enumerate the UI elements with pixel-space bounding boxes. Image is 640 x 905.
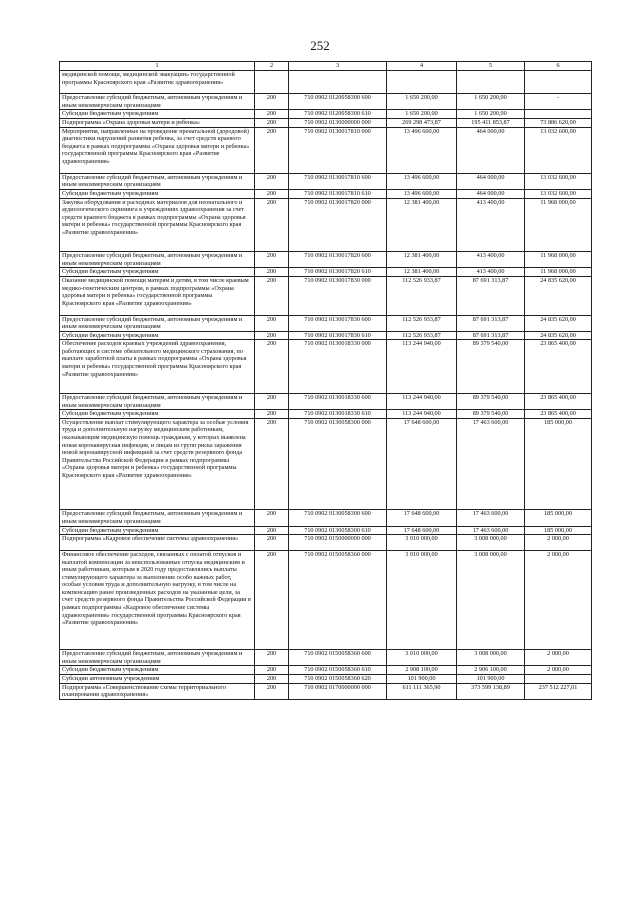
row-name: Субсидии бюджетным учреждениям: [60, 526, 255, 535]
table-row: [60, 683, 592, 699]
row-value-3: 23 865 400,00: [525, 393, 592, 409]
budget-table-body: [60, 71, 592, 700]
table-row: [60, 119, 592, 128]
row-value-3: 2 000,00: [525, 666, 592, 675]
row-value-2: 373 599 138,89: [457, 683, 525, 699]
row-value-2: 87 691 313,87: [457, 315, 525, 331]
row-name: Субсидии бюджетным учреждениям: [60, 268, 255, 277]
row-value-plan: 2 908 100,00: [387, 666, 457, 675]
row-code: 710 0902 0130017820 000: [289, 198, 387, 252]
row-value-2: 101 900,00: [457, 675, 525, 684]
budget-table: [59, 61, 592, 700]
row-value-2: 3 008 000,00: [457, 550, 525, 649]
row-col2: 200: [255, 510, 289, 526]
table-row: [60, 94, 592, 110]
row-value-3: 13 032 600,00: [525, 173, 592, 189]
row-code: 710 0902 0130058300 600: [289, 510, 387, 526]
row-col2: 200: [255, 198, 289, 252]
row-value-2: 195 411 853,87: [457, 119, 525, 128]
row-code: 710 0902 0130058300 610: [289, 526, 387, 535]
row-code: 710 0902 0130017810 610: [289, 189, 387, 198]
row-code: 710 0902 0150058360 610: [289, 666, 387, 675]
table-row: [60, 252, 592, 268]
row-col2: 200: [255, 277, 289, 316]
row-value-2: 89 379 540,00: [457, 340, 525, 394]
row-name: Субсидии бюджетным учреждениям: [60, 666, 255, 675]
row-name: медицинской помощи, медицинской эвакуации» государственной программы Красноярского края «Развитие здравоохранения»: [60, 71, 255, 94]
row-value-3: 13 032 600,00: [525, 127, 592, 173]
row-name: Предоставление субсидий бюджетным, автономным учреждениям и иным некоммерческим организациям: [60, 510, 255, 526]
row-value-2: 17 463 600,00: [457, 526, 525, 535]
row-name: Закупка оборудования и расходных материалов для неонатального и аудиологического скрининга в учреждениях здравоохранения за счет средств краевого бюджета в рамках подпрограммы «Охрана здоровья матери и ребенка» государственной программы Красноярского края «Развитие здравоохранения»: [60, 198, 255, 252]
table-row: [60, 71, 592, 94]
row-value-plan: 3 010 000,00: [387, 650, 457, 666]
row-col2: 200: [255, 189, 289, 198]
table-row: [60, 277, 592, 316]
row-name: Подпрограмма «Совершенствование схемы территориального планирования здравоохранения»: [60, 683, 255, 699]
row-value-plan: 101 900,00: [387, 675, 457, 684]
row-name: Субсидии бюджетным учреждениям: [60, 331, 255, 340]
row-value-2: 89 379 540,00: [457, 393, 525, 409]
row-value-plan: 3 010 000,00: [387, 550, 457, 649]
row-value-3: 2 000,00: [525, 550, 592, 649]
row-code: 710 0902 0130018330 610: [289, 410, 387, 419]
table-row: [60, 331, 592, 340]
row-value-plan: 113 244 940,00: [387, 340, 457, 394]
row-col2: 200: [255, 110, 289, 119]
row-name: Предоставление субсидий бюджетным, автономным учреждениям и иным некоммерческим организациям: [60, 173, 255, 189]
row-code: 710 0902 0130000000 000: [289, 119, 387, 128]
row-value-3: 24 835 620,00: [525, 277, 592, 316]
row-value-3: [525, 71, 592, 94]
table-row: [60, 127, 592, 173]
row-value-2: 413 400,00: [457, 198, 525, 252]
row-value-plan: 611 111 365,90: [387, 683, 457, 699]
row-name: Осуществление выплат стимулирующего характера за особые условия труда и дополнительную нагрузку медицинским работникам, оказывающим медицинскую помощь гражданам, у которых выявлена новая коронавирусная инфекция, и лицам из групп риска заражения новой коронавирусной инфекцией за счет средств резервного фонда Правительства Российской Федерации в рамках подпрограммы «Охрана здоровья матери и ребенка» государственной программы Красноярского края «Развитие здравоохранения»: [60, 418, 255, 510]
row-value-plan: 112 526 933,87: [387, 315, 457, 331]
row-code: 710 0902 0130017810 600: [289, 173, 387, 189]
header-col-3: 3: [289, 62, 387, 71]
row-name: Субсидии бюджетным учреждениям: [60, 410, 255, 419]
row-code: 710 0902 0170000000 000: [289, 683, 387, 699]
row-code: 710 0902 0130017820 610: [289, 268, 387, 277]
row-value-3: [525, 110, 592, 119]
table-row: [60, 418, 592, 510]
row-name: Предоставление субсидий бюджетным, автономным учреждениям и иным некоммерческим организациям: [60, 94, 255, 110]
row-col2: 200: [255, 410, 289, 419]
header-col-2: 2: [255, 62, 289, 71]
row-name: Предоставление субсидий бюджетным, автономным учреждениям и иным некоммерческим организациям: [60, 393, 255, 409]
row-col2: 200: [255, 268, 289, 277]
row-name: Подпрограмма «Кадровое обеспечение системы здравоохранения»: [60, 535, 255, 551]
row-code: 710 0902 0130058300 000: [289, 418, 387, 510]
row-name: Субсидии бюджетным учреждениям: [60, 110, 255, 119]
row-value-2: 413 400,00: [457, 268, 525, 277]
row-value-2: 3 008 000,00: [457, 650, 525, 666]
row-name: Оказание медицинской помощи матерям и детям, в том числе краевым медико-генетическим центром, в рамках подпрограммы «Охрана здоровья матери и ребенка» государственной программы Красноярского края «Развитие здравоохранения»: [60, 277, 255, 316]
table-row: [60, 198, 592, 252]
row-value-2: 1 650 200,00: [457, 110, 525, 119]
row-value-2: 17 463 600,00: [457, 510, 525, 526]
header-col-5: 5: [457, 62, 525, 71]
row-code: 710 0902 0130017830 600: [289, 315, 387, 331]
table-row: [60, 666, 592, 675]
row-code: 710 0902 0130018330 600: [289, 393, 387, 409]
row-value-plan: [387, 71, 457, 94]
row-col2: 200: [255, 418, 289, 510]
table-row: [60, 393, 592, 409]
row-value-3: 237 512 227,01: [525, 683, 592, 699]
table-row: [60, 526, 592, 535]
row-value-2: [457, 71, 525, 94]
row-value-plan: 13 496 600,00: [387, 189, 457, 198]
row-value-3: 185 000,00: [525, 510, 592, 526]
row-col2: 200: [255, 127, 289, 173]
row-col2: 200: [255, 393, 289, 409]
row-value-3: 185 000,00: [525, 526, 592, 535]
row-value-plan: 1 650 200,00: [387, 94, 457, 110]
table-row: [60, 340, 592, 394]
row-code: 710 0902 0120058300 610: [289, 110, 387, 119]
row-value-plan: 13 496 600,00: [387, 173, 457, 189]
row-name: Субсидии бюджетным учреждениям: [60, 189, 255, 198]
row-value-plan: 3 010 000,00: [387, 535, 457, 551]
row-value-2: 2 906 100,00: [457, 666, 525, 675]
row-col2: 200: [255, 252, 289, 268]
row-value-3: 24 835 620,00: [525, 315, 592, 331]
row-value-plan: 112 526 933,87: [387, 331, 457, 340]
row-name: Подпрограмма «Охрана здоровья матери и ребенка»: [60, 119, 255, 128]
row-value-plan: 1 650 200,00: [387, 110, 457, 119]
row-code: 710 0902 0150000000 000: [289, 535, 387, 551]
row-value-3: -: [525, 94, 592, 110]
row-code: 710 0902 0130017830 610: [289, 331, 387, 340]
row-code: 710 0902 0130018330 000: [289, 340, 387, 394]
row-value-2: 464 000,00: [457, 173, 525, 189]
row-col2: 200: [255, 675, 289, 684]
row-value-2: 413 400,00: [457, 252, 525, 268]
row-col2: 200: [255, 315, 289, 331]
row-value-3: 73 886 620,00: [525, 119, 592, 128]
row-col2: 200: [255, 526, 289, 535]
row-code: 710 0902 0120058300 600: [289, 94, 387, 110]
row-value-plan: 17 648 600,00: [387, 526, 457, 535]
row-code: 710 0902 0150058360 600: [289, 650, 387, 666]
row-value-plan: 17 648 600,00: [387, 418, 457, 510]
row-col2: 200: [255, 666, 289, 675]
row-value-plan: 13 496 600,00: [387, 127, 457, 173]
row-code: 710 0902 0150058360 000: [289, 550, 387, 649]
row-value-plan: 269 298 473,87: [387, 119, 457, 128]
page-number: 252: [310, 38, 330, 53]
row-value-3: 23 865 400,00: [525, 340, 592, 394]
table-row: [60, 173, 592, 189]
row-col2: 200: [255, 173, 289, 189]
row-code: 710 0902 0130017820 600: [289, 252, 387, 268]
row-value-2: 87 691 313,87: [457, 277, 525, 316]
row-col2: 200: [255, 535, 289, 551]
row-value-2: 464 000,00: [457, 127, 525, 173]
row-value-plan: 12 381 400,00: [387, 268, 457, 277]
row-value-3: [525, 675, 592, 684]
row-col2: 200: [255, 119, 289, 128]
row-value-3: 11 968 000,00: [525, 268, 592, 277]
table-row: [60, 315, 592, 331]
row-value-3: 23 865 400,00: [525, 410, 592, 419]
row-code: 710 0902 0130017830 000: [289, 277, 387, 316]
row-value-plan: 12 381 400,00: [387, 198, 457, 252]
row-code: 710 0902 0130017810 000: [289, 127, 387, 173]
row-value-3: 24 835 620,00: [525, 331, 592, 340]
row-name: Обеспечение расходов краевых учреждений здравоохранения, работающих в системе обязательного медицинского страхования, по выплате заработной платы в рамках подпрограммы «Охрана здоровья матери и ребенка» государственной программы Красноярского края «Развитие здравоохранения»: [60, 340, 255, 394]
row-name: Субсидии автономным учреждениям: [60, 675, 255, 684]
row-value-2: 87 691 313,87: [457, 331, 525, 340]
row-name: Предоставление субсидий бюджетным, автономным учреждениям и иным некоммерческим организациям: [60, 252, 255, 268]
row-value-plan: 17 648 600,00: [387, 510, 457, 526]
header-col-4: 4: [387, 62, 457, 71]
row-col2: 200: [255, 331, 289, 340]
row-col2: 200: [255, 550, 289, 649]
table-row: [60, 110, 592, 119]
row-value-plan: 113 244 940,00: [387, 393, 457, 409]
row-value-plan: 112 526 933,87: [387, 277, 457, 316]
row-value-3: 11 968 000,00: [525, 198, 592, 252]
table-row: [60, 268, 592, 277]
row-col2: 200: [255, 340, 289, 394]
row-name: Финансовое обеспечение расходов, связанных с оплатой отпусков и выплатой компенсации за неиспользованные отпуска медицинским и иным работникам, которым в 2020 году предоставлялись выплаты стимулирующего характера за выполнение особо важных работ, особые условия труда и дополнительную нагрузку, в том числе на компенсацию ранее произведенных расходов на указанные цели, за счет средств резервного фонда Правительства Российской Федерации в рамках подпрограммы «Кадровое обеспечение системы здравоохранения» государственной программы Красноярского края «Развитие здравоохранения»: [60, 550, 255, 649]
row-name: Мероприятия, направленные на проведение пренатальной (дородовой) диагностики нарушений развития ребенка, за счет средств краевого бюджета в рамках подпрограммы «Охрана здоровья матери и ребенка» государственной программы Красноярского края «Развитие здравоохранения»: [60, 127, 255, 173]
row-value-2: 17 463 600,00: [457, 418, 525, 510]
table-row: [60, 550, 592, 649]
row-name: Предоставление субсидий бюджетным, автономным учреждениям и иным некоммерческим организациям: [60, 650, 255, 666]
header-col-1: 1: [60, 62, 255, 71]
table-row: [60, 410, 592, 419]
row-value-2: 89 379 540,00: [457, 410, 525, 419]
row-code: 710 0902 0150058360 620: [289, 675, 387, 684]
row-value-plan: 113 244 940,00: [387, 410, 457, 419]
row-value-2: 3 008 000,00: [457, 535, 525, 551]
row-value-2: 464 000,00: [457, 189, 525, 198]
row-col2: 200: [255, 650, 289, 666]
row-code: [289, 71, 387, 94]
row-name: Предоставление субсидий бюджетным, автономным учреждениям и иным некоммерческим организациям: [60, 315, 255, 331]
table-row: [60, 535, 592, 551]
row-value-3: 2 000,00: [525, 535, 592, 551]
row-value-3: 185 000,00: [525, 418, 592, 510]
table-header-row: [60, 62, 592, 71]
table-row: [60, 650, 592, 666]
row-value-3: 13 032 600,00: [525, 189, 592, 198]
table-row: [60, 510, 592, 526]
row-value-3: 11 968 000,00: [525, 252, 592, 268]
row-col2: [255, 71, 289, 94]
table-row: [60, 189, 592, 198]
row-value-plan: 12 381 400,00: [387, 252, 457, 268]
row-col2: 200: [255, 94, 289, 110]
table-row: [60, 675, 592, 684]
row-value-2: 1 650 200,00: [457, 94, 525, 110]
header-col-6: 6: [525, 62, 592, 71]
row-value-3: 2 000,00: [525, 650, 592, 666]
row-col2: 200: [255, 683, 289, 699]
